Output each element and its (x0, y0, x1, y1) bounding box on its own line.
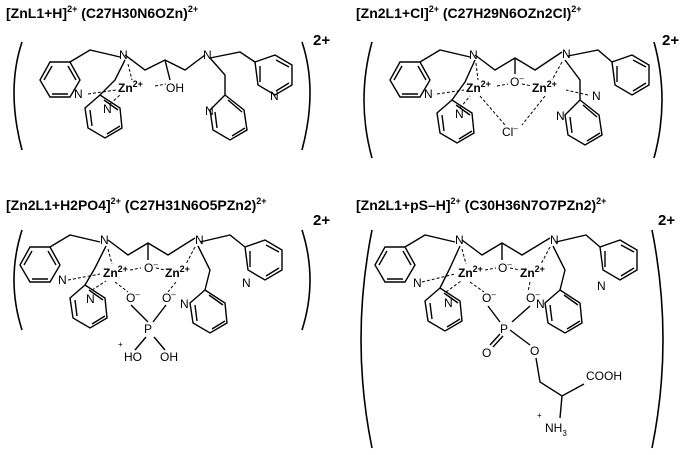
zinc-ion: $Zn^{2+}$ (118, 79, 143, 95)
amine-n-left: N (100, 233, 109, 247)
left-bracket (14, 230, 22, 330)
hydroxyl: OH (166, 81, 184, 95)
pyridine-n: N (242, 276, 251, 290)
pyridine-n: N (455, 107, 464, 121)
pyridine-n: N (424, 87, 433, 101)
pyridine-n: N (592, 89, 601, 103)
amine-n-left: N (469, 48, 478, 62)
left-bracket (364, 42, 372, 158)
overall-charge: 2+ (658, 212, 676, 229)
zinc-ion-1: $Zn^{2+}$ (458, 264, 483, 280)
phosphate-oh: OH (160, 350, 178, 364)
alkoxide-o: O– (510, 74, 524, 89)
phosphate-o1: O– (126, 290, 140, 305)
phosphate-o1: O– (482, 290, 496, 305)
pyridine-n: N (556, 109, 565, 123)
pyridine-n: N (58, 273, 67, 287)
alkoxide-o: O– (498, 260, 512, 275)
chloride: Cl– (502, 124, 518, 139)
right-bracket (302, 230, 310, 330)
carboxyl: COOH (586, 369, 622, 383)
phosphoryl-o: O (482, 346, 492, 360)
formula-label: $[Zn2L1+pS-H]^{2+}$ $(C30H36N7O7PZn2)^{2+}$ (356, 196, 607, 213)
pyridine-n: N (444, 296, 453, 310)
phosphorus: P (500, 322, 509, 336)
pyridine-n: N (103, 102, 112, 116)
phosphorus: P (144, 322, 153, 336)
zinc-ion-2: $Zn^{2+}$ (165, 264, 190, 280)
zinc-ion-2: $Zn^{2+}$ (520, 264, 545, 280)
overall-charge: 2+ (662, 32, 680, 49)
left-bracket (14, 42, 22, 150)
overall-charge: 2+ (313, 32, 331, 49)
amine-n-right: N (550, 233, 559, 247)
pyridine-n: N (413, 276, 422, 290)
right-bracket (302, 42, 310, 150)
amine-n-right: N (203, 48, 212, 62)
zinc-ion-1: $Zn^{2+}$ (466, 79, 491, 95)
molecular-formula: (C27H30N6OZn) (81, 5, 188, 21)
pyridine-n: N (74, 87, 83, 101)
amine-n-left: N (119, 48, 128, 62)
complex-zn2l1-cl (356, 4, 679, 158)
complex-znl1-h (6, 4, 330, 150)
pyridine-n: N (180, 297, 189, 311)
pyridine-n: N (597, 279, 606, 293)
phosphate-o2: O– (526, 290, 540, 305)
ammonium-plus: + (537, 411, 542, 420)
complex-zn2l1-ps (356, 196, 675, 448)
ester-o: O (530, 344, 540, 358)
phosphate-ho: HO (124, 350, 142, 364)
pyridine-ring (20, 247, 60, 282)
right-bracket (652, 230, 663, 448)
phosphate-plus: + (118, 340, 123, 349)
left-bracket (361, 230, 372, 448)
right-bracket (654, 42, 662, 158)
amine-n-left: N (455, 233, 464, 247)
formula-main: [ZnL1+H] (6, 5, 68, 21)
alkoxide-o: O– (144, 260, 158, 275)
pyridine-ring (375, 247, 415, 282)
phosphate-o2: O– (162, 290, 176, 305)
zinc-ion-2: $Zn^{2+}$ (532, 79, 557, 95)
pyridine-n: N (536, 297, 545, 311)
overall-charge: 2+ (313, 212, 331, 229)
formula-label: $[ZnL1+H]^{2+}$ $(C27H30N6OZn)^{2+}$ (6, 4, 199, 21)
pyridine-n: N (205, 104, 214, 118)
pyridine-n: N (270, 89, 279, 103)
complex-zn2l1-h2po4 (6, 196, 330, 364)
ammonium: $NH_3$ (545, 421, 567, 438)
formula-label: $[Zn2L1+Cl]^{2+}$ $(C27H29N6OZn2Cl)^{2+}$ (356, 4, 582, 21)
formula-label: $[Zn2L1+H2PO4]^{2+}$ $(C27H31N6O5PZn2)^{2+}$ (6, 196, 267, 213)
zinc-ion-1: $Zn^{2+}$ (103, 264, 128, 280)
amine-n-right: N (195, 233, 204, 247)
amine-n-right: N (562, 47, 571, 61)
pyridine-n: N (86, 292, 95, 306)
